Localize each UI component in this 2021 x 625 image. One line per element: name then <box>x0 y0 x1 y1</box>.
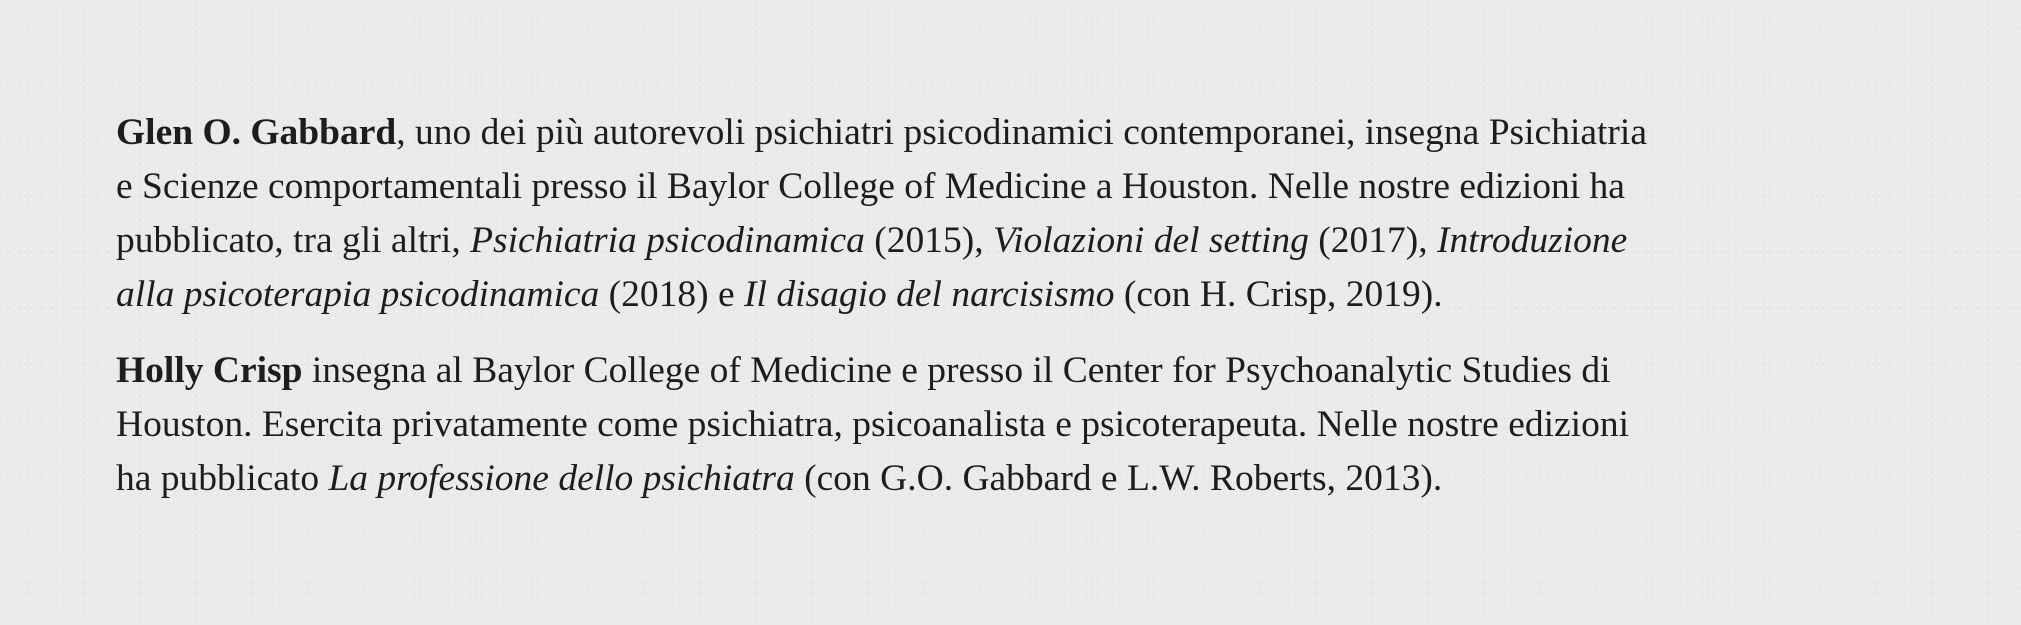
book-title: La professione dello psichiatra <box>328 458 795 499</box>
bio-text: Houston. Esercita privatamente come psichiatra, psicoanalista e psicoterapeuta. Nelle nostre edizioni <box>116 404 1629 445</box>
bio-text: (2017), <box>1308 220 1438 261</box>
bio-text: ha pubblicato <box>116 458 329 499</box>
bio-line <box>116 106 1916 160</box>
author-name: Holly Crisp <box>116 350 303 391</box>
author-name: Glen O. Gabbard <box>116 112 397 153</box>
bio-text: (con G.O. Gabbard e L.W. Roberts, 2013). <box>794 458 1443 499</box>
bio-line <box>116 398 1916 452</box>
bio-holly-crisp <box>116 344 1916 506</box>
bio-text: (2015), <box>864 220 993 261</box>
bio-text: insegna al Baylor College of Medicine e presso il Center for Psychoanalytic Studies di <box>302 350 1611 391</box>
bio-text: , uno dei più autorevoli psichiatri psicodinamici contemporanei, insegna Psichiatria <box>396 112 1647 153</box>
author-bios <box>116 106 1916 506</box>
bio-line <box>116 268 1916 322</box>
bio-text: e Scienze comportamentali presso il Baylor College of Medicine a Houston. Nelle nostre edizioni ha <box>116 166 1625 207</box>
bio-line <box>116 452 1916 506</box>
bio-text: pubblicato, tra gli altri, <box>116 220 471 261</box>
book-title: alla psicoterapia psicodinamica <box>116 274 600 315</box>
book-title: Violazioni del setting <box>992 220 1309 261</box>
book-title: Il disagio del narcisismo <box>744 274 1115 315</box>
bio-glen-gabbard <box>116 106 1916 322</box>
bio-line <box>116 160 1916 214</box>
book-title: Psichiatria psicodinamica <box>470 220 865 261</box>
bio-line <box>116 214 1916 268</box>
bio-text: (con H. Crisp, 2019). <box>1114 274 1443 315</box>
book-title: Introduzione <box>1437 220 1628 261</box>
bio-line <box>116 344 1916 398</box>
bio-text: (2018) e <box>599 274 745 315</box>
